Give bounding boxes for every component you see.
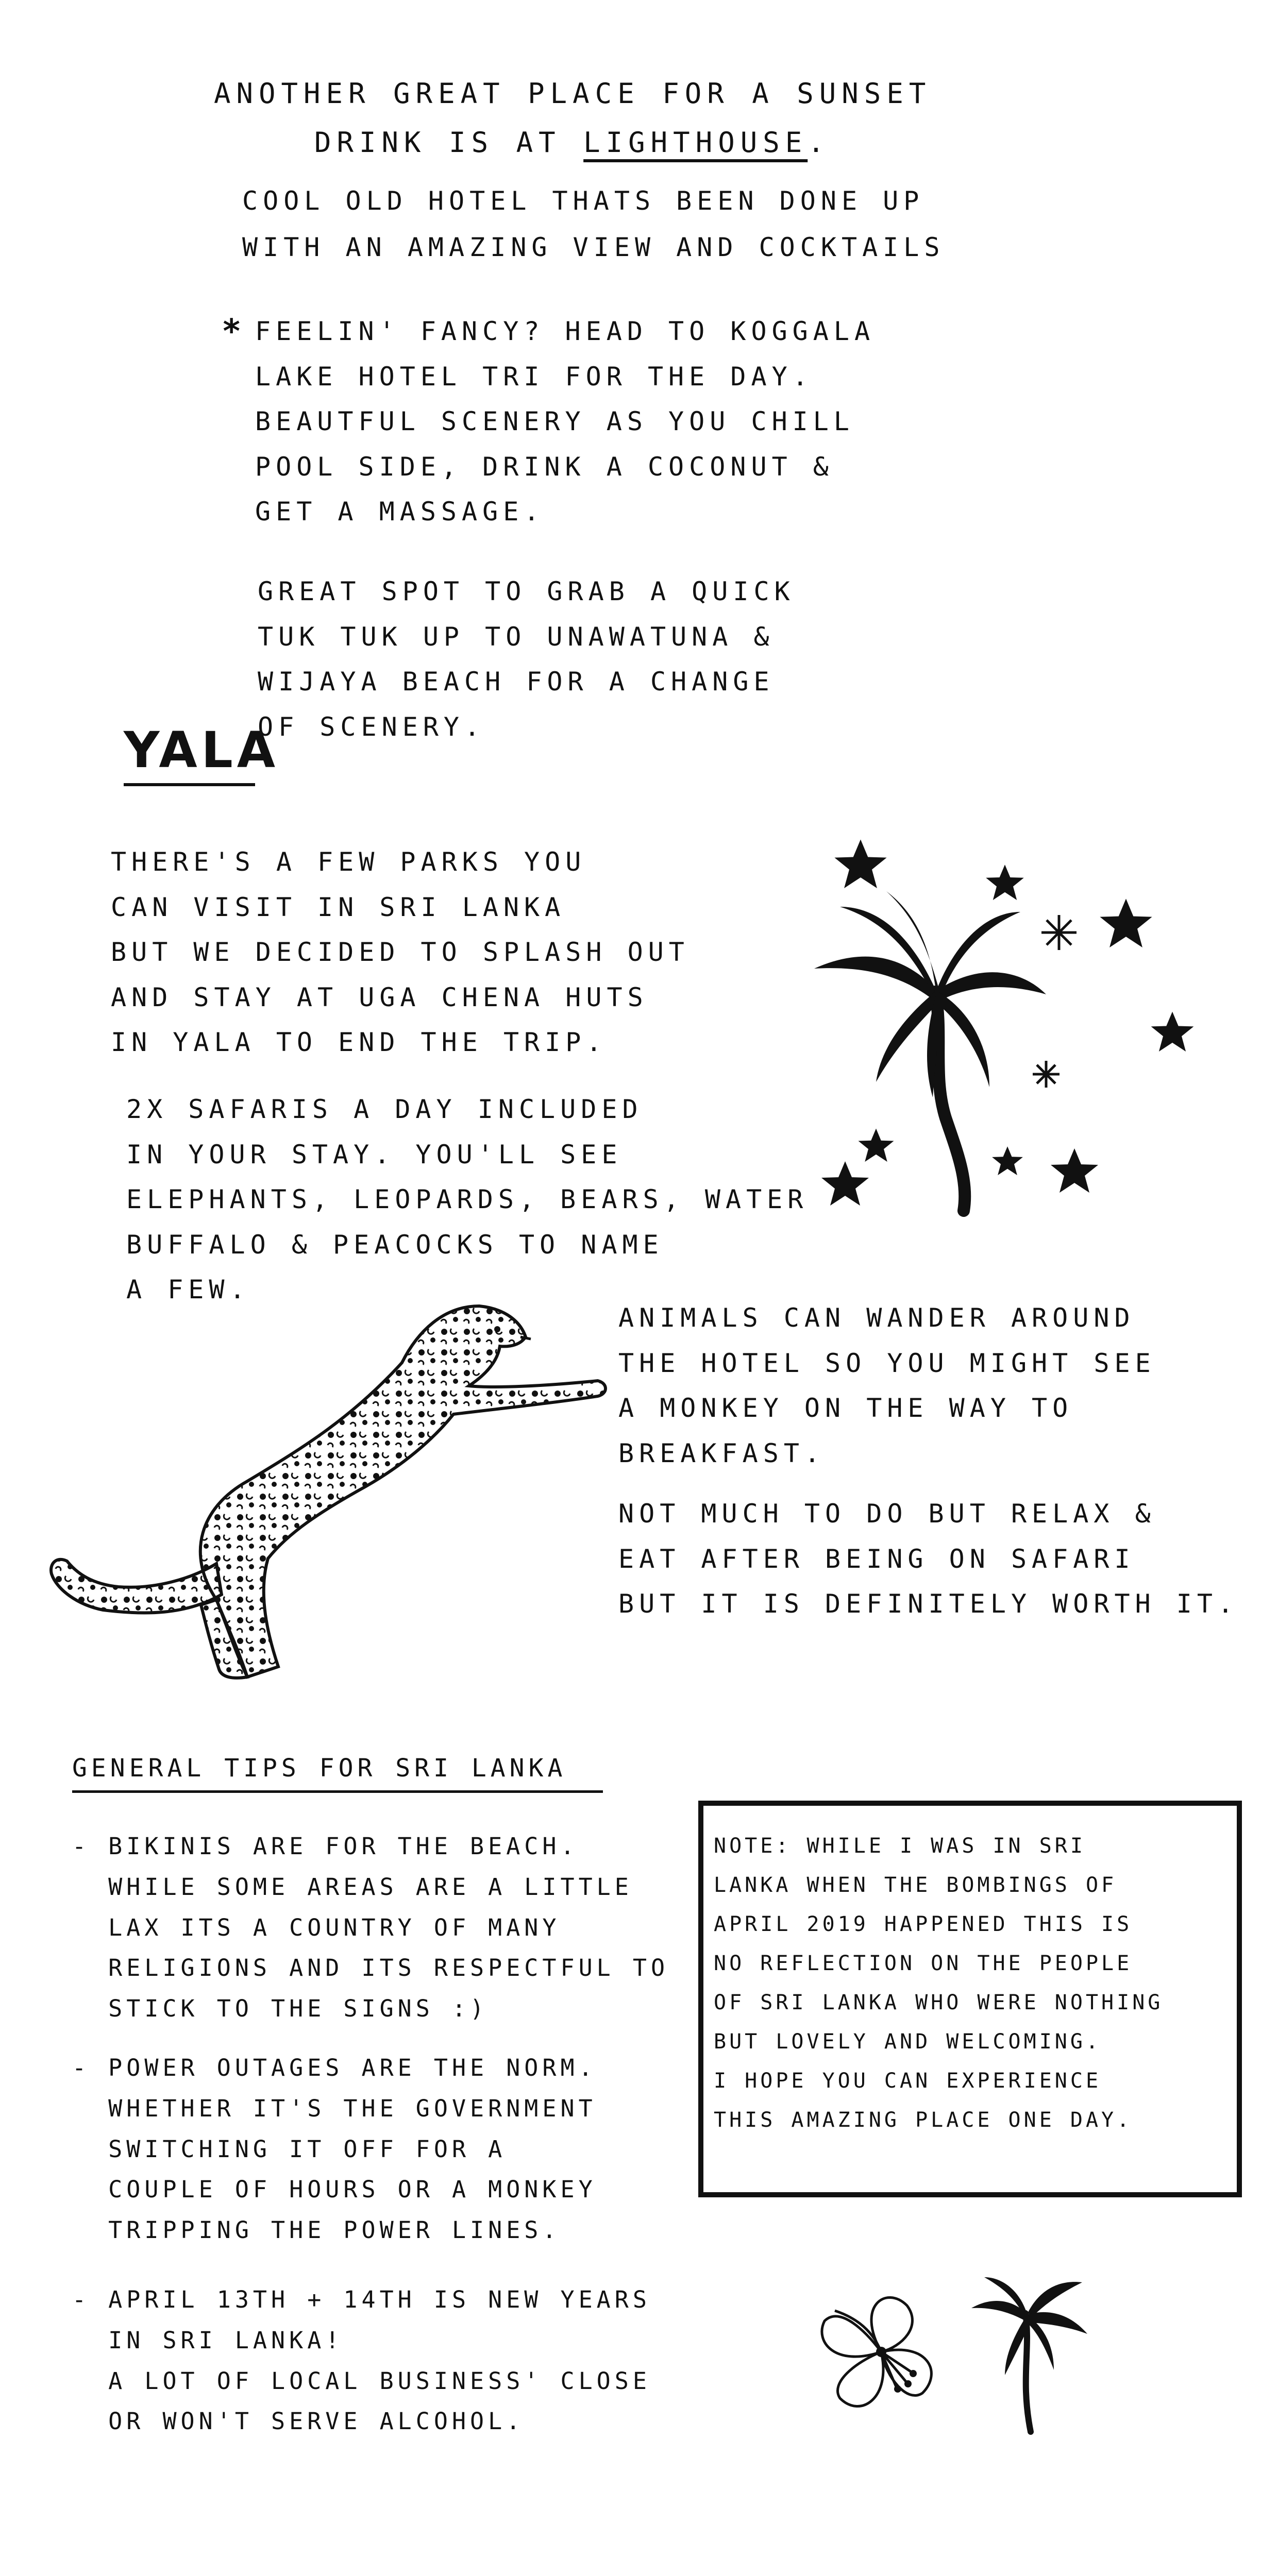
- tip-bikinis: - BIKINIS ARE FOR THE BEACH. WHILE SOME AREAS ARE A LITTLE LAX ITS A COUNTRY OF MANY RELIGIONS AND ITS RESPECTFUL TO STICK TO THE SIGNS :): [72, 1833, 669, 2022]
- tips-heading-underline: [72, 1790, 603, 1793]
- intro-line-2-text: DRINK IS AT: [314, 126, 584, 159]
- star-icon: [992, 1146, 1023, 1175]
- leopard-body: [51, 1306, 606, 1678]
- palm-tree-stars-illustration: [804, 829, 1216, 1221]
- sparkle-icon: [1033, 915, 1077, 1088]
- hibiscus-icon: [804, 2275, 959, 2429]
- intro-paragraph-3: FEELIN' FANCY? HEAD TO KOGGALA LAKE HOTEL TRI FOR THE DAY. BEAUTFUL SCENERY AS YOU CHILL POOL SIDE, DRINK A COCONUT & GET A MASSAGE.: [255, 316, 876, 527]
- tip-new-years: - APRIL 13TH + 14TH IS NEW YEARS IN SRI LANKA! A LOT OF LOCAL BUSINESS' CLOSE OR WON'T SERVE ALCOHOL.: [72, 2286, 651, 2435]
- yala-paragraph-3: ANIMALS CAN WANDER AROUND THE HOTEL SO YOU MIGHT SEE A MONKEY ON THE WAY TO BREAKFAST.: [618, 1303, 1156, 1468]
- intro-line-2: [314, 121, 830, 164]
- star-icon: [986, 865, 1024, 900]
- intro-paragraph-2: COOL OLD HOTEL THATS BEEN DONE UP WITH AN AMAZING VIEW AND COCKTAILS: [242, 186, 945, 262]
- star-icon: [821, 1161, 869, 1206]
- yala-heading: YALA: [124, 721, 280, 779]
- tips-heading: GENERAL TIPS FOR SRI LANKA: [72, 1754, 567, 1783]
- star-icon: [1051, 1148, 1098, 1193]
- small-palm-tree-icon: [969, 2267, 1092, 2437]
- asterisk-mark: *: [222, 313, 247, 351]
- intro-paragraph-4: GREAT SPOT TO GRAB A QUICK TUK TUK UP TO UNAWATUNA & WIJAYA BEACH FOR A CHANGE OF SCENERY.: [258, 577, 795, 742]
- intro-line-1: ANOTHER GREAT PLACE FOR A SUNSET: [214, 77, 932, 110]
- star-icon: [859, 1129, 894, 1162]
- star-icon: [1151, 1012, 1194, 1052]
- star-icon: [834, 839, 886, 888]
- star-icon: [1100, 899, 1152, 947]
- yala-paragraph-1: THERE'S A FEW PARKS YOU CAN VISIT IN SRI LANKA BUT WE DECIDED TO SPLASH OUT AND STAY AT UGA CHENA HUTS IN YALA TO END THE TRIP.: [111, 847, 690, 1057]
- intro-line-2-end: .: [808, 126, 830, 159]
- lighthouse-link: LIGHTHOUSE: [583, 126, 808, 159]
- yala-paragraph-2: 2X SAFARIS A DAY INCLUDED IN YOUR STAY. YOU'LL SEE ELEPHANTS, LEOPARDS, BEARS, WATER BUFFALO & PEACOCKS TO NAME A FEW.: [126, 1094, 809, 1304]
- leopard-illustration: [31, 1285, 618, 1698]
- note-text: NOTE: WHILE I WAS IN SRI LANKA WHEN THE BOMBINGS OF APRIL 2019 HAPPENED THIS IS NO REFLECTION ON THE PEOPLE OF SRI LANKA WHO WERE NOTHING BUT LOVELY AND WELCOMING. I HOPE YOU CAN EXPERIENCE THIS AMAZING PLACE ONE DAY.: [714, 1834, 1164, 2132]
- yala-paragraph-4: NOT MUCH TO DO BUT RELAX & EAT AFTER BEING ON SAFARI BUT IT IS DEFINITELY WORTH IT.: [618, 1499, 1239, 1619]
- yala-heading-underline: [124, 783, 255, 786]
- tip-power-outages: - POWER OUTAGES ARE THE NORM. WHETHER IT'S THE GOVERNMENT SWITCHING IT OFF FOR A COUPLE OF HOURS OR A MONKEY TRIPPING THE POWER LINES.: [72, 2054, 597, 2244]
